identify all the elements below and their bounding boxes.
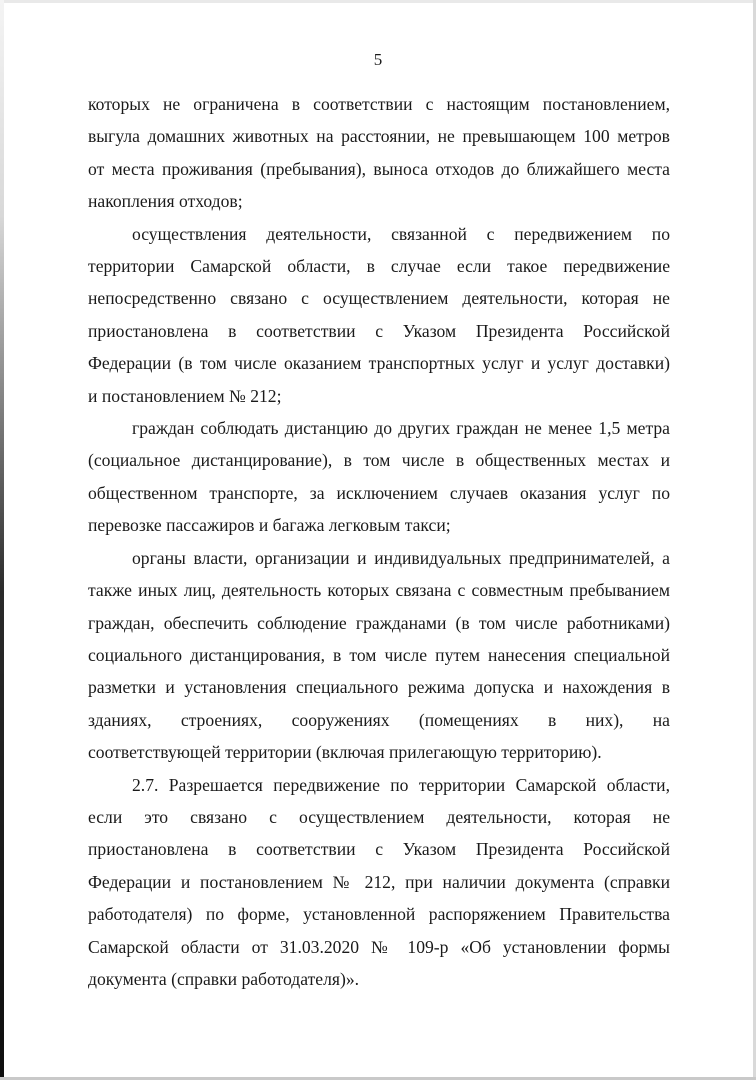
text-line: граждан соблюдать дистанцию до других граждан не менее 1,5 метра [132,418,670,439]
paragraph [88,218,670,412]
text-line: граждан, обеспечить соблюдение гражданами (в том числе работниками) [88,612,670,633]
paragraph [88,542,670,769]
text-line: соответствующей территории (включая прилегающую территорию). [88,742,602,763]
page-number: 5 [373,50,383,69]
text-line: разметки и установления специального режима допуска и нахождения в [88,677,670,698]
text-line: осуществления деятельности, связанной с передвижением по [132,223,670,244]
scan-edge-left [0,0,4,1078]
text-line: общественном транспорте, за исключением случаев оказания услуг по [88,482,670,503]
paragraph [88,412,670,542]
text-line: от места проживания (пребывания), выноса отходов до ближайшего места [88,158,670,179]
text-line: 2.7. Разрешается передвижение по территории Самарской области, [132,774,670,795]
text-line: (социальное дистанцирование), в том числе в общественных местах и [88,450,670,471]
paragraph [88,769,670,996]
text-line: документа (справки работодателя)». [88,968,360,989]
text-line: органы власти, организации и индивидуальных предпринимателей, а [132,547,670,568]
text-line: перевозке пассажиров и багажа легковым такси; [88,515,451,536]
text-line: которых не ограничена в соответствии с настоящим постановлением, [88,94,670,114]
text-line: Федерации (в том числе оказанием транспортных услуг и услуг доставки) [88,353,670,374]
scan-edge-top [0,0,756,3]
text-line: Самарской области от 31.03.2020 № 109-р «Об установлении формы [88,936,670,957]
text-line: накопления отходов; [88,191,243,212]
text-line: непосредственно связано с осуществлением деятельности, которая не [88,288,670,309]
text-line: приостановлена в соответствии с Указом Президента Российской [88,839,670,860]
text-line: работодателя) по форме, установленной распоряжением Правительства [88,904,670,925]
paragraph [88,88,670,218]
text-line: территории Самарской области, в случае если такое передвижение [88,256,670,277]
text-line: если это связано с осуществлением деятельности, которая не [88,806,670,827]
text-line: социального дистанцирования, в том числе путем нанесения специальной [88,644,670,665]
text-line: выгула домашних животных на расстоянии, не превышающем 100 метров [88,126,670,147]
text-line: зданиях, строениях, сооружениях (помещениях в них), на [88,709,670,730]
text-line: и постановлением № 212; [88,385,282,406]
text-line: приостановлена в соответствии с Указом Президента Российской [88,320,670,341]
document-body [88,88,670,995]
text-line: также иных лиц, деятельность которых связана с совместным пребыванием [88,580,670,601]
text-line: Федерации и постановлением № 212, при наличии документа (справки [88,871,670,892]
